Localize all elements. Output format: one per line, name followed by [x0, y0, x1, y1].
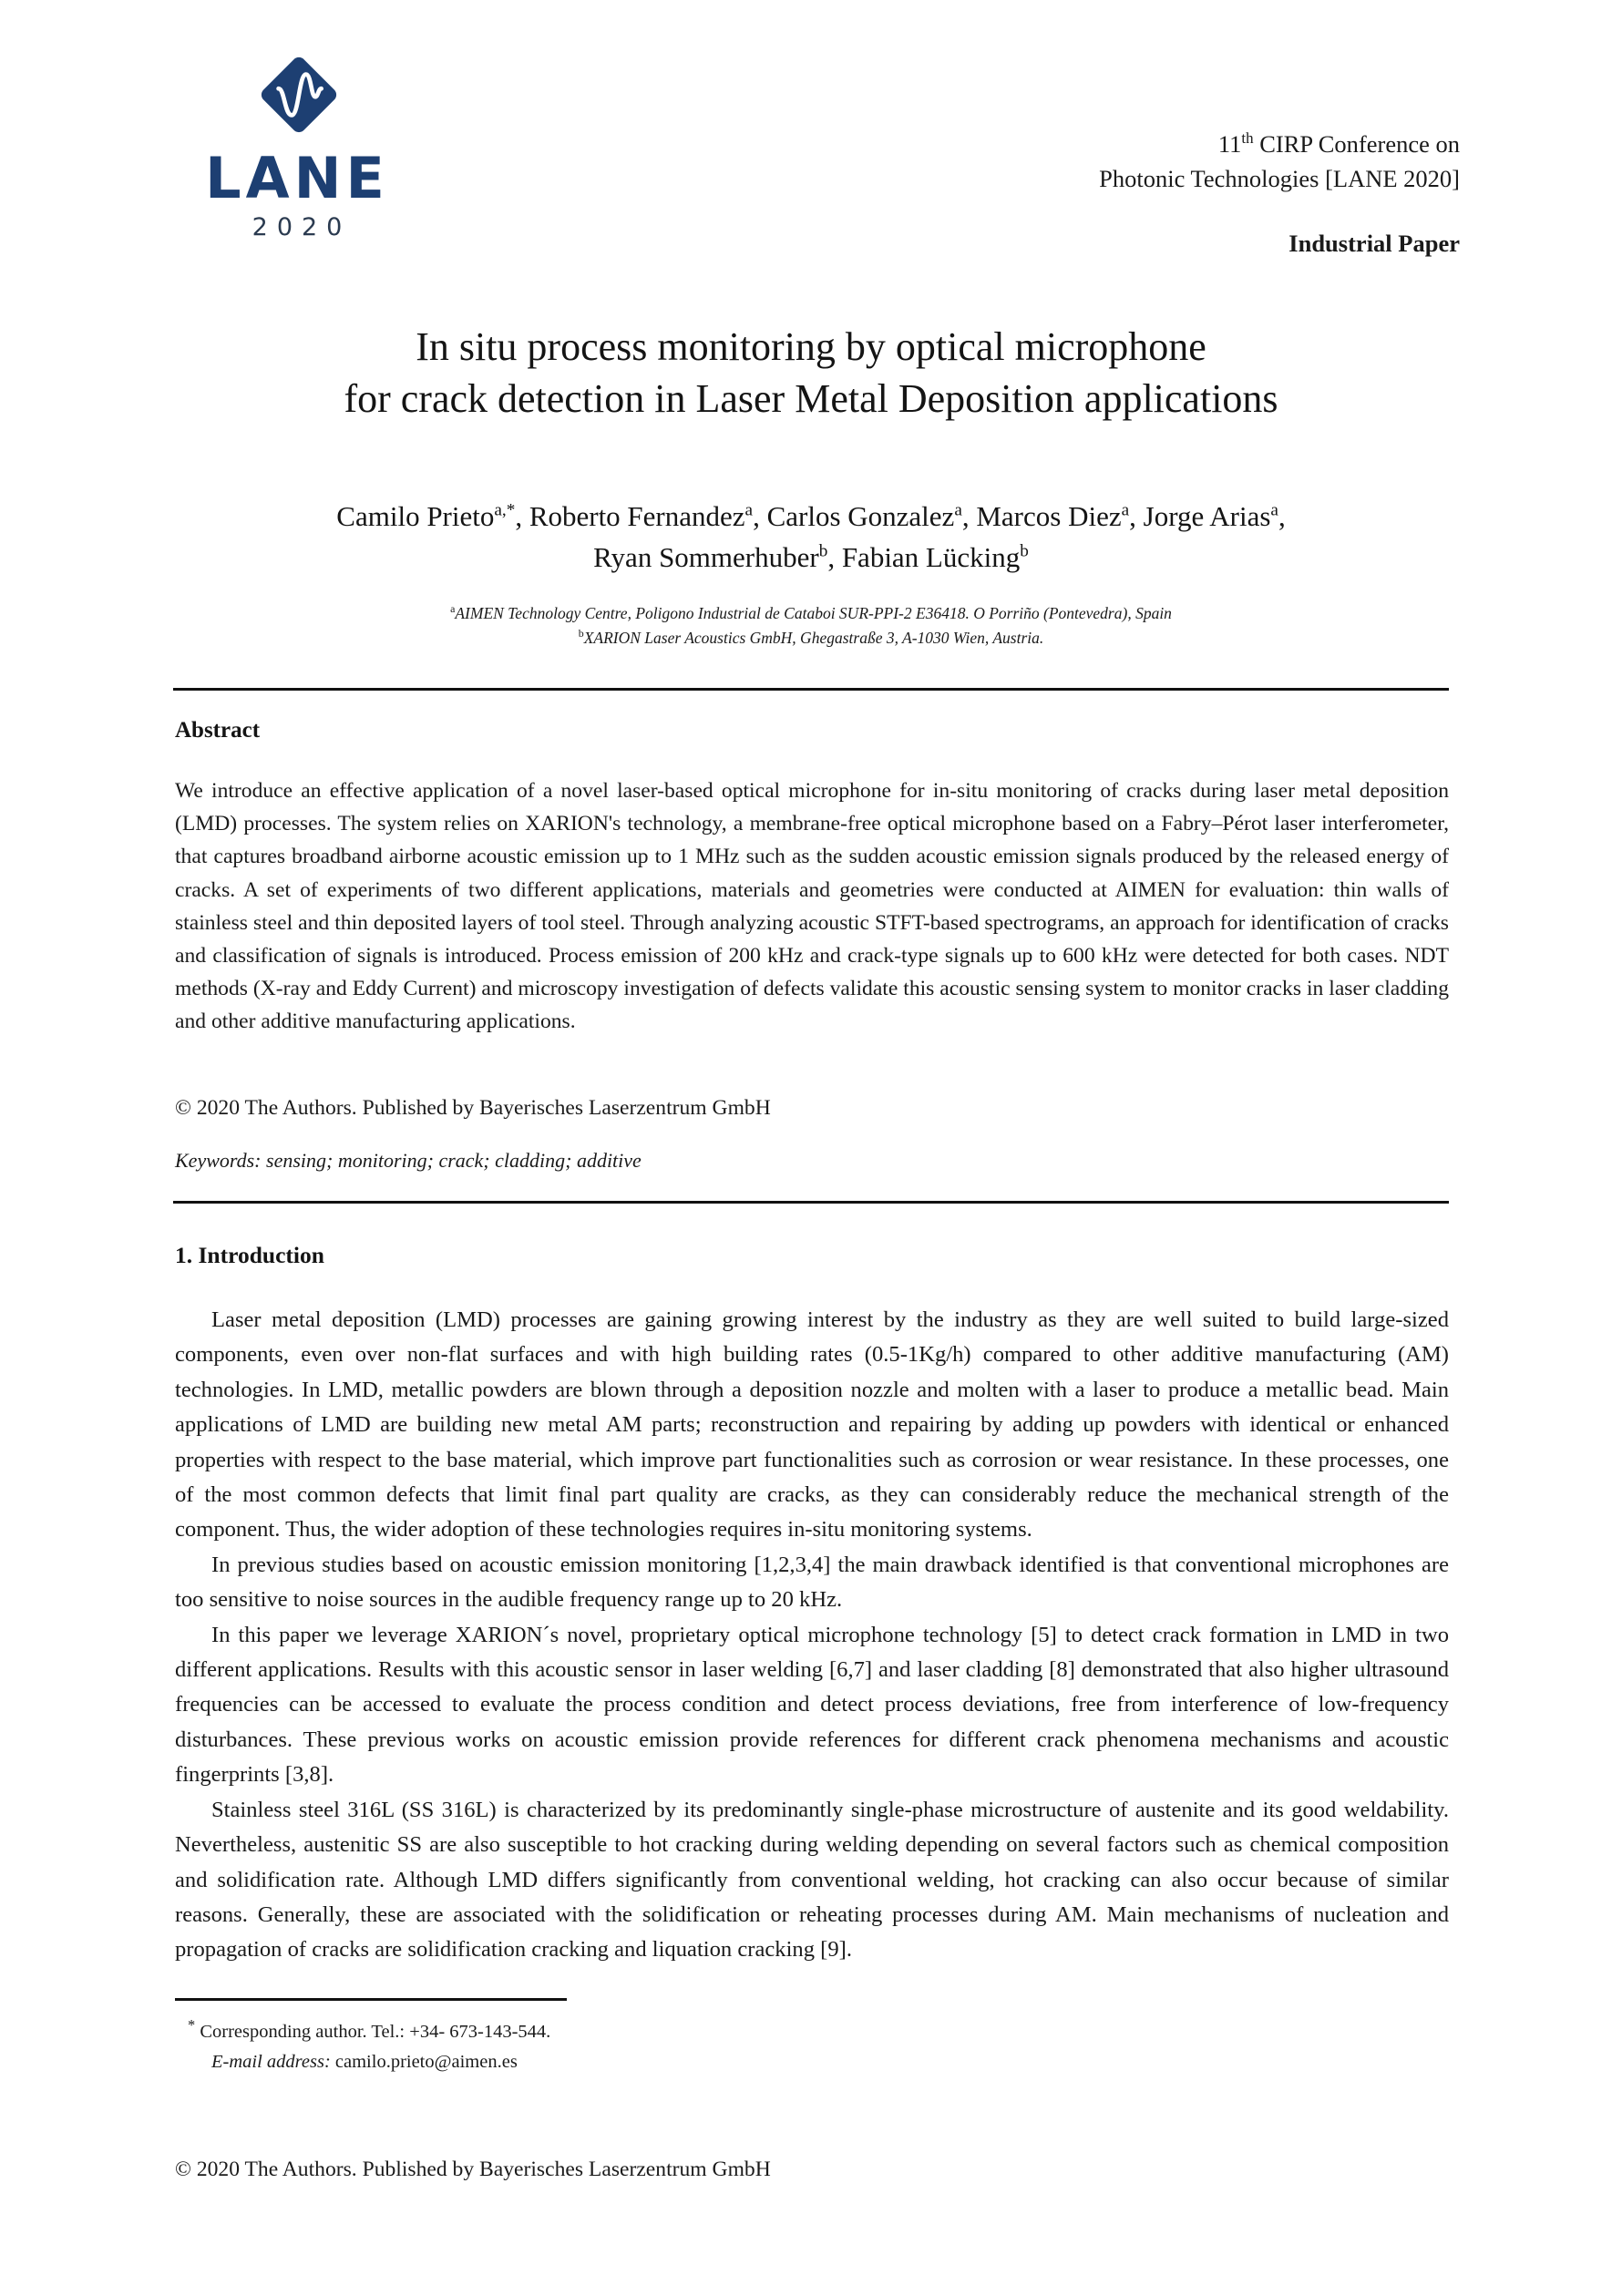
footnote-email	[188, 2047, 1190, 2077]
body-paragraph: In previous studies based on acoustic emission monitoring [1,2,3,4] the main drawback identified is that conventional microphones are too sensitive to noise sources in the audible frequency range up to 20 kHz.	[175, 1552, 1449, 1613]
author-name: Camilo Prieto	[336, 500, 495, 532]
author-affiliation-marker: b	[818, 541, 828, 561]
lane-wordmark: LANE	[205, 145, 389, 211]
page-title	[173, 321, 1449, 425]
author-affiliation-marker: a,*	[494, 500, 516, 520]
body-paragraph: Laser metal deposition (LMD) processes are gaining growing interest by the industry as they are well suited to build large-sized components, even over non-flat surfaces and with high building rates (0.5-1Kg/h) compared to other additive manufacturing (AM) technologies. In LMD, metallic powders are blown through a deposition nozzle and molten with a laser to produce a metallic bead. Main applications of LMD are building new metal AM parts; reconstruction and repairing by adding up powders with identical or enhanced properties with respect to the base material, which improve part functionalities such as corrosion or wear resistance. In these processes, one of the most common defects that limit final part quality are cracks, as they can considerably reduce the mechanical strength of the component. Thus, the wider adoption of these technologies requires in-situ monitoring systems.	[175, 1307, 1449, 1543]
author-affiliation-marker: b	[1020, 541, 1029, 561]
conference-line-2: Photonic Technologies [LANE 2020]	[1099, 164, 1460, 192]
lane-diamond-waveform-logo-icon	[248, 44, 350, 146]
footnote	[188, 2017, 1190, 2077]
author-affiliation-marker: a	[1121, 500, 1130, 520]
abstract-copyright: © 2020 The Authors. Published by Bayerisches Laserzentrum GmbH	[175, 1096, 771, 1120]
footnote-corresponding-author	[188, 2017, 1190, 2047]
abstract-body: We introduce an effective application of a novel laser-based optical microphone for in-situ monitoring of cracks during laser metal deposition (LMD) processes. The system relies on XARION's technology, a membrane-free optical microphone based on a Fabry–Pérot laser interferometer, that captures broadband airborne acoustic emission up to 1 MHz such as the sudden acoustic emission signals produced by the released energy of cracks. A set of experiments of two different applications, materials and geometries were conducted at AIMEN for evaluation: thin walls of stainless steel and thin deposited layers of tool steel. Through analyzing acoustic STFT-based spectrograms, an approach for identification of cracks and classification of signals is introduced. Process emission of 200 kHz and crack-type signals up to 600 kHz were detected for both cases. NDT methods (X-ray and Eddy Current) and microscopy investigation of defects validate this acoustic sensing system to monitor cracks in laser cladding and other additive manufacturing applications.	[175, 779, 1449, 1034]
lane-logo	[162, 44, 436, 241]
footnote-marker: *	[188, 2016, 196, 2035]
footnote-rule	[175, 1998, 567, 2001]
section-body-introduction	[175, 1303, 1449, 1968]
paper-type-label: Industrial Paper	[1288, 230, 1460, 257]
lane-year: 2020	[252, 213, 352, 242]
footnote-email-value: camilo.prieto@aimen.es	[330, 2052, 518, 2073]
section-heading-introduction: 1. Introduction	[175, 1242, 324, 1268]
conference-ordinal-suffix: th	[1241, 129, 1254, 148]
affiliation-text: AIMEN Technology Centre, Poligono Industrial de Cataboi SUR-PPI-2 E36418. O Porriño (Pontevedra), Spain	[455, 604, 1172, 622]
author-name: Roberto Fernandez	[529, 500, 745, 532]
abstract-heading: Abstract	[175, 718, 261, 743]
title-line-2: for crack detection in Laser Metal Deposition applications	[344, 376, 1278, 422]
affiliation-text: XARION Laser Acoustics GmbH, Ghegastraße 3, A-1030 Wien, Austria.	[583, 628, 1044, 647]
author-line-1: Camilo Prieto$^{a,*}$, Roberto Fernandez$^a$, Carlos Gonzalez$^a$, Marcos Diez$^a$, Jorge Arias$^a$,	[336, 500, 1286, 532]
author-affiliation-marker: a	[954, 500, 962, 520]
author-name: Ryan Sommerhuber	[593, 540, 819, 573]
conference-line-1	[1099, 128, 1460, 162]
abstract-keywords: Keywords: sensing; monitoring; crack; cladding; additive	[175, 1149, 642, 1172]
conference-name	[1099, 128, 1460, 196]
author-affiliation-marker: a	[1270, 500, 1278, 520]
title-line-1: In situ process monitoring by optical microphone	[416, 324, 1206, 369]
abstract-bottom-rule	[173, 1201, 1449, 1204]
affiliation-a	[173, 601, 1449, 626]
conference-ordinal: 11	[1217, 130, 1242, 158]
abstract-top-rule	[173, 688, 1449, 691]
footnote-email-label: E-mail address:	[211, 2052, 331, 2073]
affiliation-b	[173, 626, 1449, 651]
body-paragraph: In this paper we leverage XARION´s novel, proprietary optical microphone technology [5] to detect crack formation in LMD in two different applications. Results with this acoustic sensor in laser welding [6,7] and laser cladding [8] demonstrated that also higher ultrasound frequencies can be accessed to evaluate the process condition and detect process deviations, free from interference of low-frequency disturbances. These previous works on acoustic emission provide references for different crack phenomena mechanisms and acoustic fingerprints [3,8].	[175, 1622, 1449, 1788]
affiliation-list	[173, 601, 1449, 650]
conference-line-1-text: CIRP Conference on	[1253, 130, 1460, 158]
author-line-2: Ryan Sommerhuber$^b$, Fabian Lücking$^b$	[593, 540, 1029, 573]
body-paragraph: Stainless steel 316L (SS 316L) is characterized by its predominantly single-phase microstructure of austenite and its good weldability. Nevertheless, austenitic SS are also susceptible to hot cracking during welding depending on several factors such as chemical composition and solidification rate. Although LMD differs significantly from conventional welding, hot cracking can also occur because of similar reasons. Generally, these are associated with the solidification or reheating processes during AM. Main mechanisms of nucleation and propagation of cracks are solidification cracking and liquation cracking [9].	[175, 1797, 1449, 1963]
author-list	[173, 497, 1449, 579]
page-footer: © 2020 The Authors. Published by Bayerisches Laserzentrum GmbH	[175, 2158, 771, 2181]
affiliation-marker: b	[578, 626, 584, 640]
author-affiliation-marker: a	[744, 500, 754, 520]
author-name: Fabian Lücking	[841, 540, 1021, 573]
author-name: Marcos Diez	[976, 500, 1122, 532]
author-name: Jorge Arias	[1143, 500, 1271, 532]
author-name: Carlos Gonzalez	[766, 500, 955, 532]
affiliation-marker: a	[450, 602, 456, 616]
footnote-corresponding-text: Corresponding author. Tel.: +34- 673-143-544.	[195, 2022, 551, 2042]
page-header	[0, 0, 1622, 282]
